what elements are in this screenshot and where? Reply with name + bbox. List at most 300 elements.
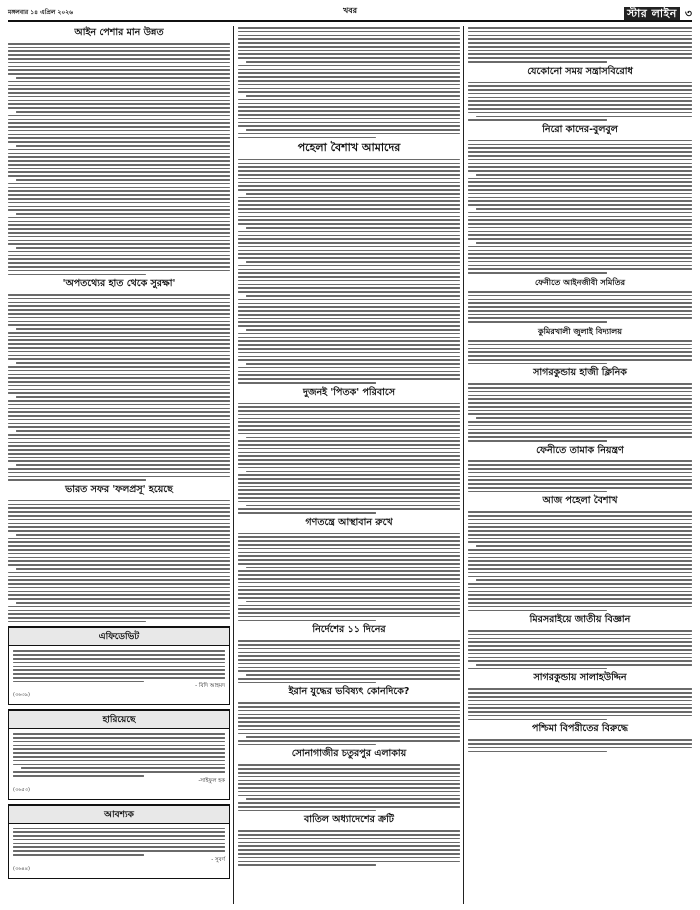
text-line	[238, 238, 460, 240]
text-line	[8, 198, 230, 200]
text-line	[468, 181, 692, 183]
news-story	[8, 28, 230, 275]
text-line	[8, 130, 230, 132]
text-line	[238, 174, 460, 176]
text-line	[8, 553, 230, 555]
text-line	[8, 92, 230, 94]
text-line	[468, 557, 692, 559]
text-line	[16, 430, 230, 432]
text-line	[468, 261, 692, 263]
text-line	[238, 659, 460, 661]
text-line	[468, 112, 692, 114]
text-line	[8, 500, 230, 502]
text-line	[238, 265, 460, 267]
story-headline: ফেনীতে তামাক নিয়ন্ত্রণ	[536, 444, 624, 456]
story-headline: পহেলা বৈশাখ আমাদের	[297, 141, 401, 155]
notice-signature: -সাইফুল হক	[198, 777, 225, 784]
text-line	[238, 582, 460, 584]
text-line	[238, 118, 460, 120]
text-line	[16, 179, 230, 181]
news-story	[238, 749, 460, 811]
text-line	[476, 579, 692, 581]
text-line	[13, 752, 225, 754]
text-line	[468, 704, 692, 706]
text-line	[468, 144, 692, 146]
text-line	[238, 374, 460, 376]
story-body	[238, 402, 460, 514]
text-line	[468, 140, 692, 142]
news-story	[468, 615, 692, 669]
text-line	[238, 452, 460, 454]
text-line	[468, 317, 692, 319]
text-line	[238, 620, 376, 622]
story-headline: আজ পহেলা বৈশাখ	[542, 495, 618, 507]
text-line	[238, 204, 460, 206]
story-headline: বাতিল অধ্যাদেশের ক্রটি	[304, 814, 394, 826]
text-line	[238, 80, 460, 82]
text-line	[238, 612, 460, 614]
text-line	[8, 594, 230, 596]
text-line	[468, 268, 692, 270]
story-headline: সোনাগাজীর চতুরপুর এলাকায়	[291, 748, 407, 760]
text-line	[238, 340, 460, 342]
text-line	[468, 46, 692, 48]
text-line	[8, 419, 230, 421]
news-story	[238, 142, 460, 383]
text-line	[8, 617, 230, 619]
text-line	[238, 284, 460, 286]
text-line	[238, 578, 460, 580]
notice-code: (৩৬৫৩)	[13, 786, 30, 793]
text-line	[13, 764, 225, 766]
text-line	[468, 219, 692, 221]
notice-code: (৩৬৪৪)	[13, 865, 30, 872]
text-line	[238, 280, 460, 282]
text-line	[468, 250, 692, 252]
text-line	[246, 363, 460, 365]
text-line	[468, 351, 692, 353]
text-line	[8, 149, 230, 151]
text-line	[238, 440, 460, 442]
text-line	[8, 557, 230, 559]
text-line	[8, 449, 230, 451]
text-line	[8, 442, 230, 444]
text-line	[238, 69, 460, 71]
story-body	[468, 290, 692, 323]
text-line	[238, 644, 460, 646]
text-line	[468, 707, 692, 709]
text-line	[468, 387, 692, 389]
notice-signature: - বিদি আহমদ	[195, 683, 225, 690]
text-line	[238, 783, 460, 785]
text-line	[468, 560, 692, 562]
text-line	[238, 597, 460, 599]
text-line	[8, 541, 230, 543]
text-line	[468, 61, 607, 63]
text-line	[13, 669, 225, 671]
text-line	[238, 864, 376, 866]
text-line	[8, 445, 230, 447]
text-line	[468, 696, 692, 698]
text-line	[8, 587, 230, 589]
text-line	[468, 383, 692, 385]
text-line	[16, 602, 230, 604]
text-line	[8, 526, 230, 528]
text-line	[238, 231, 460, 233]
text-line	[468, 340, 692, 342]
text-line	[238, 795, 460, 797]
text-line	[468, 231, 692, 233]
text-line	[246, 798, 460, 800]
text-line	[238, 53, 460, 55]
text-line	[238, 333, 460, 335]
column-rule	[463, 26, 464, 904]
text-line	[238, 91, 460, 93]
text-line	[238, 593, 460, 595]
text-line	[13, 854, 144, 856]
text-line	[238, 76, 460, 78]
text-line	[8, 515, 230, 517]
text-line	[468, 425, 692, 427]
text-line	[8, 423, 230, 425]
text-line	[13, 748, 225, 750]
notice-body	[13, 827, 225, 856]
text-line	[238, 655, 460, 657]
text-line	[8, 141, 230, 143]
text-line	[238, 586, 460, 588]
text-line	[238, 272, 460, 274]
text-line	[476, 208, 692, 210]
text-line	[16, 464, 230, 466]
text-line	[238, 84, 460, 86]
text-line	[8, 217, 230, 219]
text-line	[468, 410, 692, 412]
text-line	[238, 433, 460, 435]
text-line	[238, 216, 460, 218]
text-line	[468, 460, 692, 462]
text-line	[238, 806, 460, 808]
story-body	[238, 532, 460, 622]
text-line	[468, 440, 607, 442]
text-line	[13, 666, 225, 668]
text-line	[238, 780, 460, 782]
news-story	[238, 625, 460, 683]
text-line	[13, 658, 225, 660]
text-line	[238, 106, 460, 108]
text-line	[468, 185, 692, 187]
text-line	[13, 839, 225, 841]
text-line	[13, 835, 225, 837]
text-line	[246, 674, 460, 676]
notice-title: হারিয়েছে	[9, 710, 229, 729]
text-line	[238, 710, 460, 712]
text-line	[238, 253, 460, 255]
text-line	[238, 536, 460, 538]
text-line	[8, 258, 230, 260]
text-line	[8, 126, 230, 128]
text-line	[468, 602, 692, 604]
text-line	[238, 838, 460, 840]
text-line	[238, 791, 460, 793]
text-line	[238, 667, 460, 669]
text-line	[468, 299, 692, 301]
text-line	[13, 733, 225, 735]
text-line	[468, 89, 692, 91]
text-line	[238, 482, 460, 484]
text-line	[8, 81, 230, 83]
text-line	[8, 370, 230, 372]
text-line	[13, 846, 225, 848]
story-headline: যেকোনো সময় সন্ত্রাসবিরোধ	[527, 65, 633, 77]
text-line	[468, 649, 692, 651]
text-line	[238, 348, 460, 350]
story-headline: সাগরকুন্ডায় হাজী ক্লিনিক	[533, 367, 627, 379]
text-line	[468, 391, 692, 393]
text-line	[468, 413, 692, 415]
text-line	[8, 224, 230, 226]
text-line	[13, 775, 144, 777]
text-line	[238, 589, 460, 591]
text-line	[238, 429, 460, 431]
text-line	[238, 35, 460, 37]
text-line	[238, 50, 460, 52]
text-line	[238, 344, 460, 346]
text-line	[246, 193, 460, 195]
text-line	[468, 468, 692, 470]
text-line	[238, 830, 460, 832]
text-line	[13, 745, 225, 747]
text-line	[238, 31, 460, 33]
text-line	[8, 404, 230, 406]
text-line	[468, 223, 692, 225]
text-line	[8, 434, 230, 436]
text-line	[238, 185, 460, 187]
text-line	[8, 343, 230, 345]
text-line	[16, 77, 230, 79]
text-line	[8, 305, 230, 307]
text-line	[8, 100, 230, 102]
story-body	[8, 499, 230, 623]
text-line	[238, 861, 460, 863]
text-line	[468, 421, 692, 423]
column-left	[8, 26, 230, 904]
text-line	[238, 257, 460, 259]
story-headline: ফেনীতে আইনজীবী সমিতির	[534, 277, 626, 287]
brand-block	[452, 7, 692, 20]
story-body	[238, 158, 460, 384]
notice-code: (৩৬৩৯)	[13, 692, 30, 699]
news-story	[238, 26, 460, 138]
text-line	[468, 519, 692, 521]
text-line	[468, 530, 692, 532]
text-line	[238, 99, 460, 101]
text-line	[468, 272, 607, 274]
text-line	[468, 523, 692, 525]
text-line	[468, 27, 692, 29]
text-line	[246, 295, 460, 297]
text-line	[238, 310, 460, 312]
story-body	[468, 510, 692, 611]
text-line	[8, 579, 230, 581]
text-line	[8, 187, 230, 189]
story-body	[8, 42, 230, 275]
text-line	[8, 243, 230, 245]
text-line	[13, 843, 225, 845]
text-line	[468, 204, 692, 206]
text-line	[8, 519, 230, 521]
text-line	[8, 411, 230, 413]
text-line	[468, 715, 692, 717]
text-line	[238, 133, 460, 135]
text-line	[468, 265, 692, 267]
text-line	[238, 459, 460, 461]
story-body	[238, 763, 460, 811]
text-line	[468, 108, 692, 110]
text-line	[468, 568, 692, 570]
text-line	[8, 324, 230, 326]
text-line	[13, 650, 225, 652]
notice-title: এফিডেভিট	[9, 627, 229, 646]
text-line	[468, 363, 607, 365]
text-line	[8, 606, 230, 608]
text-line	[8, 476, 230, 478]
text-line	[238, 337, 460, 339]
text-line	[238, 242, 460, 244]
text-line	[238, 608, 460, 610]
story-headline: গণতন্ত্রে আস্থাবান রুখে	[305, 516, 393, 528]
text-line	[238, 356, 460, 358]
text-line	[468, 178, 692, 180]
text-line	[238, 768, 460, 770]
text-line	[238, 406, 460, 408]
text-line	[238, 455, 460, 457]
text-line	[468, 668, 607, 670]
text-line	[238, 559, 460, 561]
story-body	[468, 139, 692, 274]
text-line	[238, 605, 460, 607]
text-line	[468, 660, 692, 662]
text-line	[238, 38, 460, 40]
text-line	[8, 54, 230, 56]
text-line	[238, 501, 460, 503]
text-line	[468, 212, 692, 214]
text-line	[468, 344, 692, 346]
text-line	[238, 744, 376, 746]
text-line	[8, 160, 230, 162]
text-line	[468, 53, 692, 55]
story-headline: নিরো কাদের-বুলবুল	[542, 123, 618, 135]
text-line	[468, 472, 692, 474]
text-line	[8, 613, 230, 615]
text-line	[468, 711, 692, 713]
news-story	[468, 125, 692, 274]
text-line	[468, 166, 692, 168]
text-line	[238, 359, 460, 361]
text-line	[238, 212, 460, 214]
text-line	[238, 219, 460, 221]
text-line	[246, 736, 460, 738]
text-line	[238, 276, 460, 278]
text-line	[8, 598, 230, 600]
story-body	[238, 26, 460, 138]
story-headline: আইন পেশার মান উন্নত	[74, 27, 164, 38]
story-body	[468, 26, 692, 63]
text-line	[8, 107, 230, 109]
text-line	[8, 255, 230, 257]
text-line	[8, 460, 230, 462]
text-line	[8, 511, 230, 513]
text-line	[238, 65, 460, 67]
text-line	[238, 540, 460, 542]
text-line	[468, 100, 692, 102]
text-line	[468, 610, 607, 612]
text-line	[238, 421, 460, 423]
text-line	[8, 374, 230, 376]
story-body	[238, 639, 460, 683]
column-middle	[238, 26, 460, 904]
text-line	[468, 719, 607, 721]
text-line	[238, 306, 460, 308]
notice-title: আবশ্যক	[9, 805, 229, 824]
text-line	[8, 103, 230, 105]
text-line	[238, 857, 460, 859]
text-line	[476, 545, 692, 547]
text-line	[13, 673, 225, 675]
text-line	[8, 164, 230, 166]
text-line	[238, 834, 460, 836]
text-line	[8, 69, 230, 71]
affidavit-notice	[8, 626, 230, 705]
text-line	[13, 654, 225, 656]
text-line	[16, 362, 230, 364]
text-line	[238, 548, 460, 550]
text-line	[238, 303, 460, 305]
text-line	[8, 392, 230, 394]
text-line	[238, 166, 460, 168]
text-line	[468, 606, 692, 608]
text-line	[468, 549, 692, 551]
text-line	[238, 845, 460, 847]
text-line	[246, 601, 460, 603]
text-line	[468, 587, 692, 589]
text-line	[468, 739, 692, 741]
text-line	[8, 115, 230, 117]
text-line	[238, 448, 460, 450]
text-line	[8, 251, 230, 253]
text-line	[238, 103, 460, 105]
text-line	[8, 530, 230, 532]
text-line	[8, 298, 230, 300]
news-story	[468, 446, 692, 493]
text-line	[8, 175, 230, 177]
text-line	[8, 385, 230, 387]
text-line	[8, 332, 230, 334]
text-line	[238, 27, 460, 29]
text-line	[238, 208, 460, 210]
text-line	[468, 257, 692, 259]
text-line	[238, 235, 460, 237]
text-line	[13, 850, 225, 852]
text-line	[468, 216, 692, 218]
text-line	[238, 849, 460, 851]
text-line	[468, 246, 692, 248]
text-line	[468, 163, 692, 165]
text-line	[8, 426, 230, 428]
text-line	[246, 505, 460, 507]
text-line	[8, 453, 230, 455]
text-line	[238, 170, 460, 172]
text-line	[468, 594, 692, 596]
